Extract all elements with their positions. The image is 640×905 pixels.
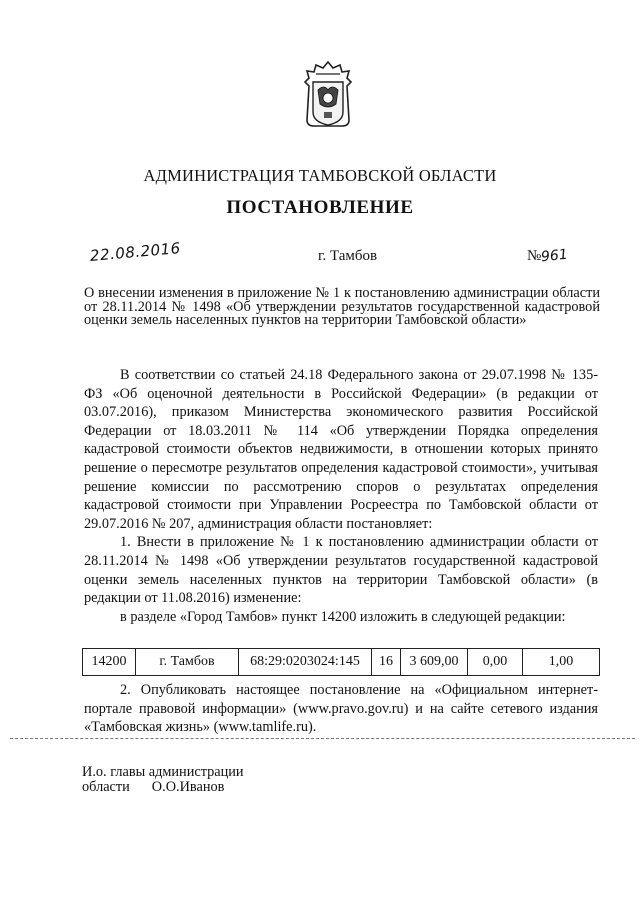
preamble-paragraph: В соответствии со статьей 24.18 Федерального закона от 29.07.1998 № 135-ФЗ «Об оценочной деятельности в Российской Федерации» (в редакции от 03.07.2016), приказом Министерства экономического развития Российской Федерации от 18.03.2011 № 114 «Об утверждении Порядка определения кадастровой стоимости объектов недвижимости, в отношении которых принято решение о пересмотре результатов определения кадастровой стоимости», учитывая решение комиссии по рассмотрению споров о результатах определения кадастровой стоимости при Управлении Росреестра по Тамбовской области от 29.07.2016 № 207, администрация области постановляет:	[84, 367, 598, 532]
signature-block	[82, 765, 244, 795]
item-1-sub-paragraph: в разделе «Город Тамбов» пункт 14200 изложить в следующей редакции:	[120, 608, 566, 625]
document-body-continued	[84, 681, 598, 737]
table-row	[83, 649, 600, 676]
table-cell-value: 3 609,00	[401, 649, 468, 676]
document-number	[527, 248, 568, 265]
table-cell-item-number: 14200	[83, 649, 136, 676]
organization-name: АДМИНИСТРАЦИЯ ТАМБОВСКОЙ ОБЛАСТИ	[143, 166, 497, 185]
number-value: 961	[540, 246, 569, 266]
table-cell-locality: г. Тамбов	[136, 649, 239, 676]
signatory-name: О.О.Иванов	[151, 779, 225, 795]
document-type-title: ПОСТАНОВЛЕНИЕ	[226, 197, 414, 218]
coat-of-arms-emblem	[302, 60, 354, 130]
item-1-paragraph: 1. Внести в приложение № 1 к постановлению администрации области от 28.11.2014 № 1498 «Об утверждении результатов государственной кадастровой оценки земель населенных пунктов на территории Тамбовской области» (в редакции от 11.08.2016) изменение:	[84, 534, 598, 607]
table-cell-coefficient: 1,00	[523, 649, 600, 676]
table-cell-cadastral-number: 68:29:0203024:145	[239, 649, 372, 676]
signatory-row	[82, 780, 244, 795]
document-subject: О внесении изменения в приложение № 1 к постановлению администрации области от 28.11.2014 № 1498 «Об утверждении результатов государственной кадастровой оценки земель населенных пунктов на территории Тамбовской области»	[84, 285, 600, 328]
item-2-paragraph: 2. Опубликовать настоящее постановление на «Официальном интернет-портале правовой информации» (www.pravo.gov.ru) и на сайте сетевого издания «Тамбовская жизнь» (www.tamlife.ru).	[84, 682, 598, 736]
scan-divider-line	[10, 738, 635, 739]
table-cell-code: 16	[372, 649, 401, 676]
document-body	[84, 366, 598, 626]
document-place: г. Тамбов	[318, 248, 378, 264]
number-sign: №	[527, 248, 542, 264]
table-cell-value-2: 0,00	[468, 649, 523, 676]
cadastral-value-table	[82, 648, 600, 676]
signatory-title: И.о. главы администрации	[82, 764, 244, 780]
signatory-title-line2: области	[82, 779, 130, 795]
document-date: 22.08.2016	[89, 239, 182, 265]
